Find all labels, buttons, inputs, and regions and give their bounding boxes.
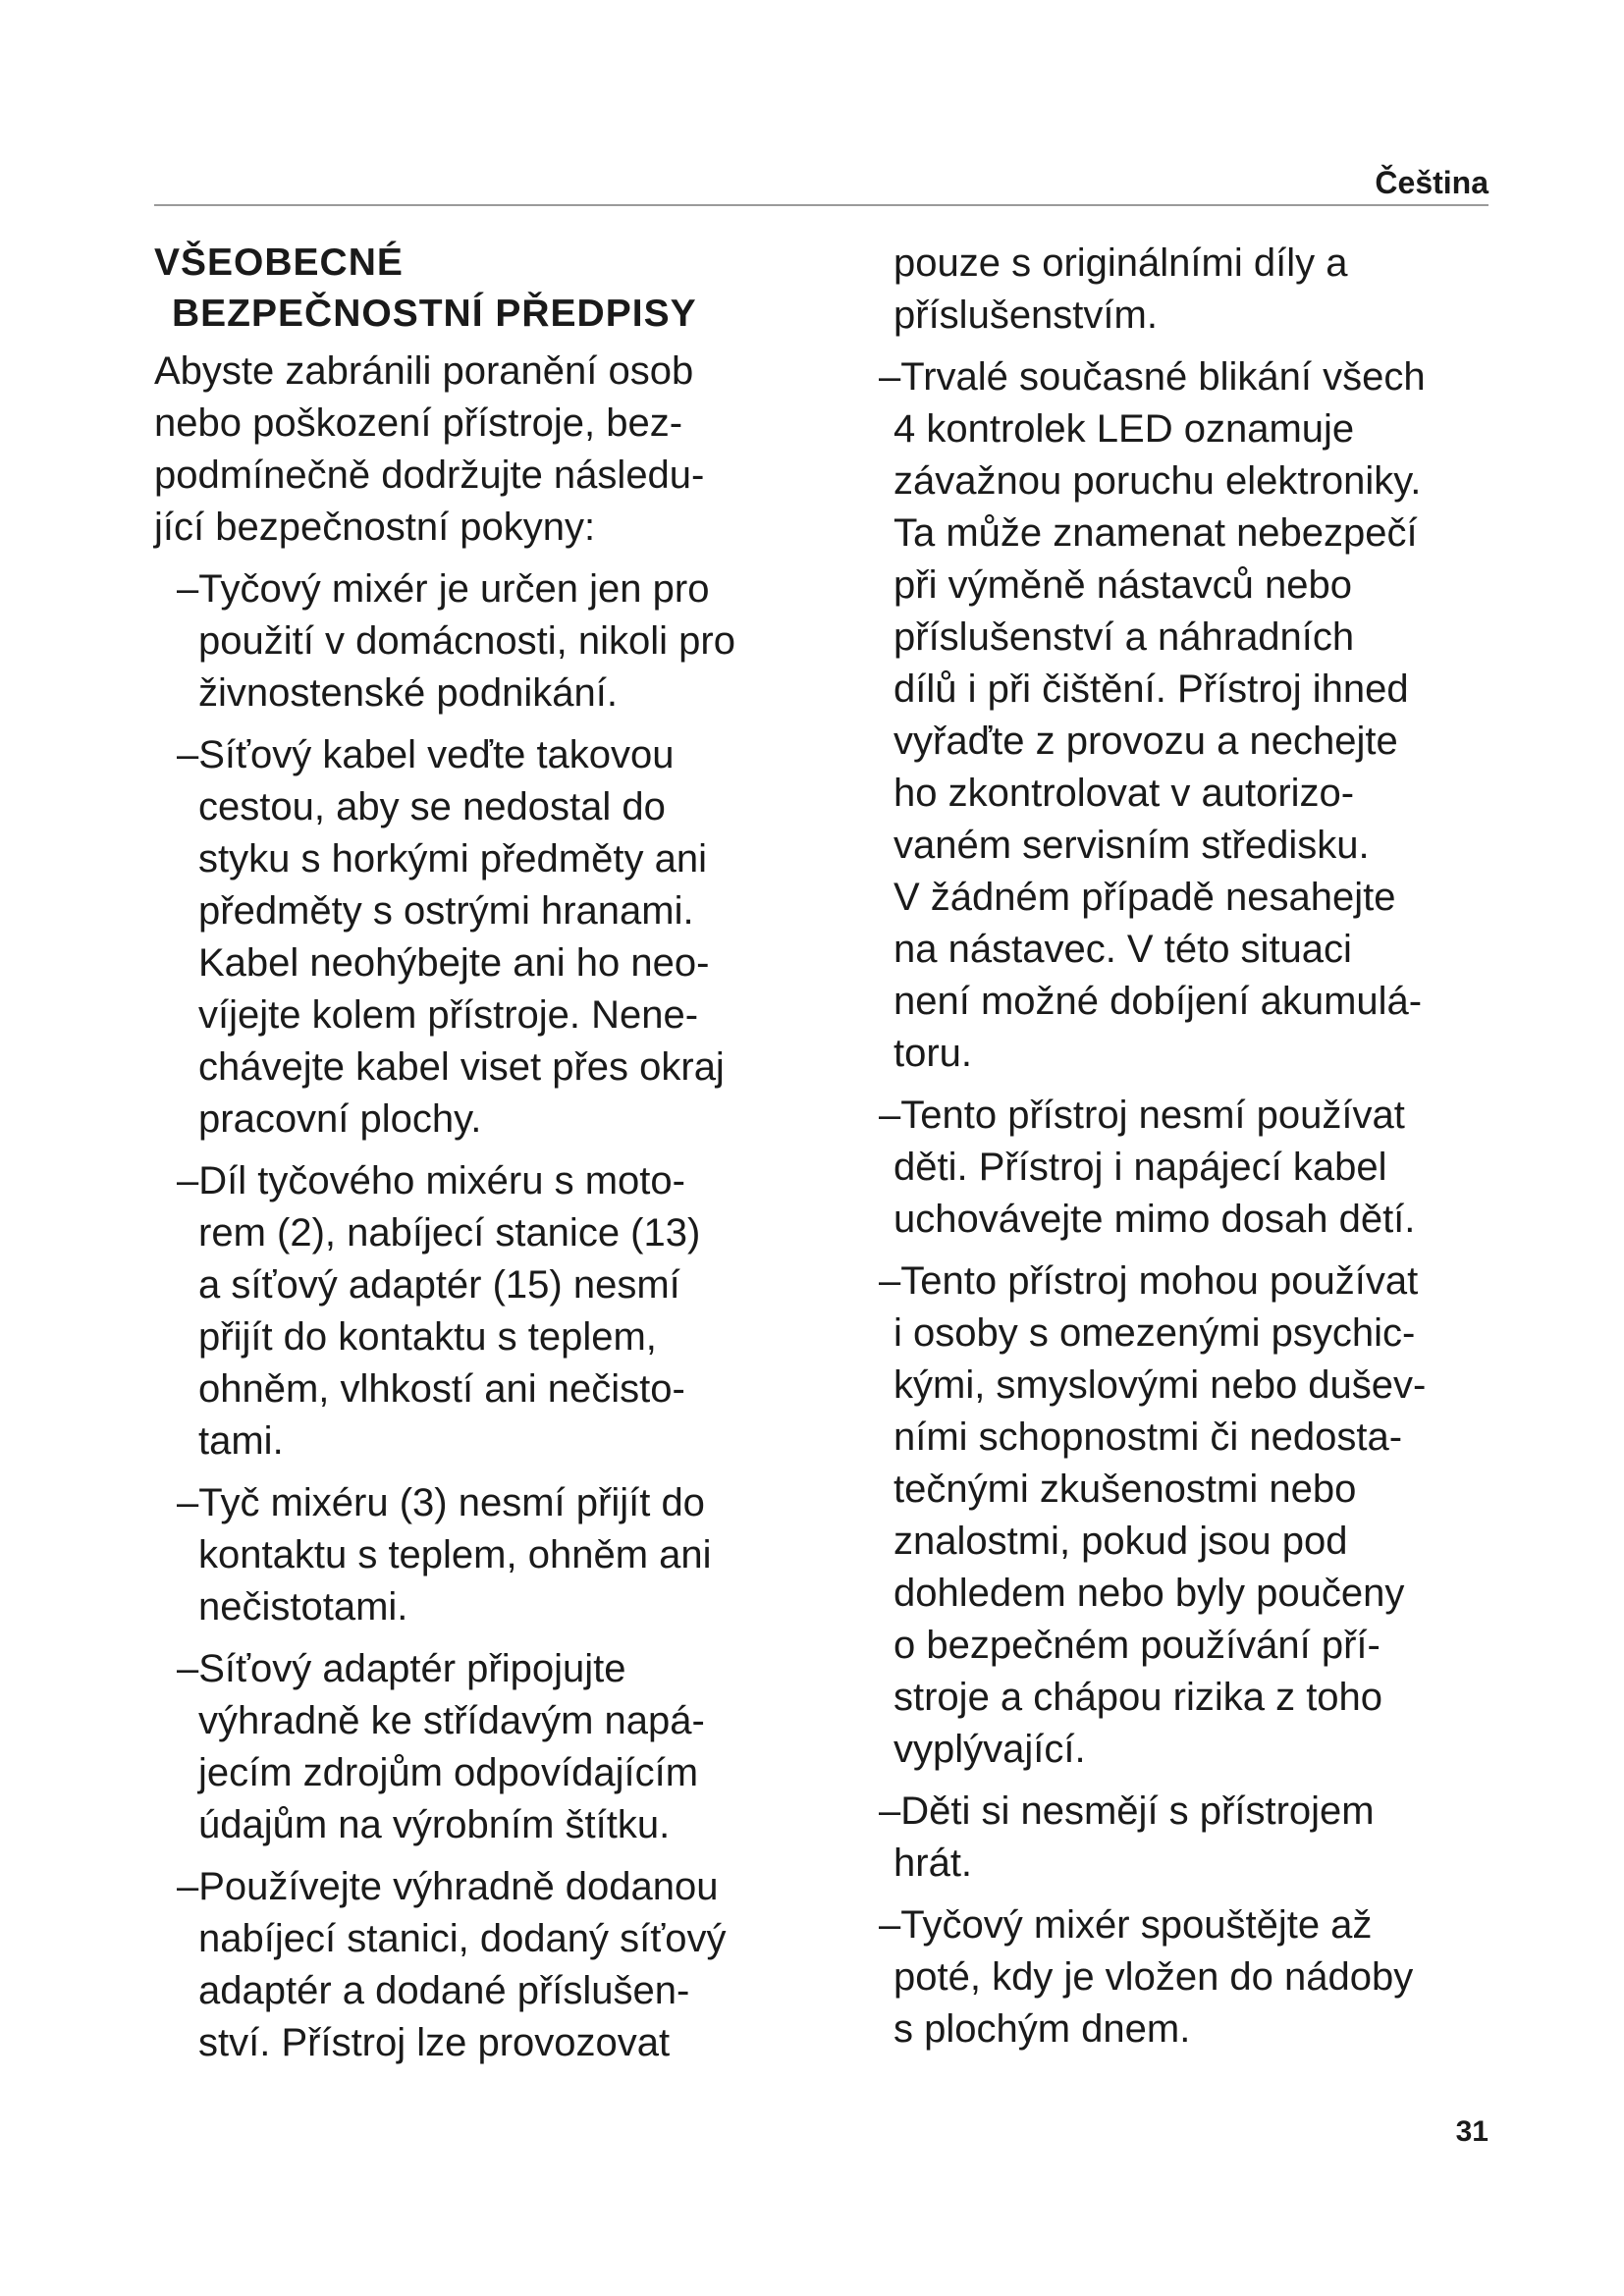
bullet-line: živnostenské podnikání.	[198, 671, 618, 715]
bullet-line: jecím zdrojům odpovídajícím	[198, 1751, 699, 1794]
bullet-line: ho zkontrolovat v autorizo-	[893, 772, 1355, 815]
intro-paragraph	[154, 346, 832, 554]
bullet-line: vaném servisním středisku.	[893, 824, 1370, 867]
bullet-line: není možné dobíjení akumulá-	[893, 980, 1423, 1023]
bullet-line: 4 kontrolek LED oznamuje	[893, 407, 1355, 451]
bullet-line: –Síťový kabel veďte takovou	[177, 733, 675, 776]
bullet-line: závažnou poruchu elektroniky.	[893, 459, 1422, 503]
bullet-line: dílů i při čištění. Přístroj ihned	[893, 667, 1409, 711]
continued-paragraph	[879, 238, 1507, 342]
safety-bullet	[154, 1643, 832, 1851]
bullet-line: víjejte kolem přístroje. Nene-	[198, 993, 699, 1037]
bullet-line: tečnými zkušenostmi nebo	[893, 1468, 1357, 1511]
left-column	[154, 238, 832, 2069]
bullet-line: –Používejte výhradně dodanou	[177, 1865, 719, 1908]
intro-line: podmínečně dodržujte následu-	[154, 454, 705, 497]
bullet-line: ními schopnostmi či nedosta-	[893, 1415, 1403, 1459]
bullet-line: poté, kdy je vložen do nádoby	[893, 1955, 1414, 1999]
bullet-line: znalostmi, pokud jsou pod	[893, 1520, 1348, 1563]
bullet-line: Kabel neohýbejte ani ho neo-	[198, 941, 710, 985]
bullet-line: i osoby s omezenými psychic-	[893, 1311, 1416, 1355]
safety-bullet	[154, 729, 832, 1146]
safety-bullet	[879, 351, 1507, 1080]
intro-line: jící bezpečnostní pokyny:	[154, 506, 596, 549]
continued-line: příslušenstvím.	[893, 294, 1158, 337]
bullet-line: na nástavec. V této situaci	[893, 928, 1352, 971]
safety-bullet	[154, 1155, 832, 1468]
bullet-line: výhradně ke střídavým napá-	[198, 1699, 705, 1742]
safety-bullet	[154, 563, 832, 720]
bullet-line: cestou, aby se nedostal do	[198, 785, 666, 828]
bullet-line: –Tento přístroj nesmí používat	[879, 1094, 1405, 1137]
bullet-line: nabíjecí stanici, dodaný síťový	[198, 1917, 727, 1960]
safety-bullet	[154, 1477, 832, 1633]
bullet-line: –Tyčový mixér je určen jen pro	[177, 567, 710, 611]
bullet-line: vyplývající.	[893, 1728, 1086, 1771]
bullet-line: –Tyč mixéru (3) nesmí přijít do	[177, 1481, 705, 1524]
bullet-line: –Děti si nesmějí s přístrojem	[879, 1789, 1375, 1833]
header-divider	[154, 204, 1489, 206]
bullet-line: nečistotami.	[198, 1585, 408, 1629]
bullet-line: toru.	[893, 1032, 973, 1075]
bullet-line: ství. Přístroj lze provozovat	[198, 2021, 671, 2064]
bullet-line: příslušenství a náhradních	[893, 615, 1355, 659]
bullet-line: předměty s ostrými hranami.	[198, 889, 694, 933]
bullet-line: uchovávejte mimo dosah dětí.	[893, 1198, 1416, 1241]
bullet-line: Ta může znamenat nebezpečí	[893, 511, 1418, 555]
bullet-line: –Tento přístroj mohou používat	[879, 1259, 1419, 1303]
bullet-line: a síťový adaptér (15) nesmí	[198, 1263, 680, 1307]
bullet-line: ohněm, vlhkostí ani nečisto-	[198, 1367, 685, 1411]
bullet-line: vyřaďte z provozu a nechejte	[893, 720, 1398, 763]
right-bullet-list	[879, 351, 1507, 2056]
bullet-line: při výměně nástavců nebo	[893, 563, 1352, 607]
safety-bullet	[879, 1899, 1507, 2056]
bullet-line: tami.	[198, 1419, 284, 1463]
bullet-line: děti. Přístroj i napájecí kabel	[893, 1146, 1387, 1189]
bullet-line: –Díl tyčového mixéru s moto-	[177, 1159, 685, 1202]
bullet-line: –Trvalé současné blikání všech	[879, 355, 1426, 399]
bullet-line: pracovní plochy.	[198, 1097, 482, 1141]
safety-bullet	[879, 1786, 1507, 1890]
intro-line: nebo poškození přístroje, bez-	[154, 401, 683, 445]
bullet-line: adaptér a dodané příslušen-	[198, 1969, 690, 2012]
safety-bullet	[879, 1255, 1507, 1776]
bullet-line: kontaktu s teplem, ohněm ani	[198, 1533, 712, 1576]
bullet-line: údajům na výrobním štítku.	[198, 1803, 671, 1846]
bullet-line: –Síťový adaptér připojujte	[177, 1647, 626, 1690]
bullet-line: stroje a chápou rizika z toho	[893, 1676, 1383, 1719]
safety-bullet	[154, 1861, 832, 2069]
left-bullet-list	[154, 563, 832, 2069]
bullet-line: –Tyčový mixér spouštějte až	[879, 1903, 1373, 1947]
bullet-line: rem (2), nabíjecí stanice (13)	[198, 1211, 701, 1255]
bullet-line: přijít do kontaktu s teplem,	[198, 1315, 657, 1359]
bullet-line: použití v domácnosti, nikoli pro	[198, 619, 735, 663]
bullet-line: kými, smyslovými nebo dušev-	[893, 1363, 1427, 1407]
bullet-line: dohledem nebo byly poučeny	[893, 1572, 1405, 1615]
section-title	[154, 238, 832, 340]
bullet-line: s plochým dnem.	[893, 2007, 1191, 2051]
section-title-line1: VŠEOBECNÉ	[154, 241, 404, 284]
intro-line: Abyste zabránili poranění osob	[154, 349, 694, 393]
bullet-line: chávejte kabel viset přes okraj	[198, 1045, 725, 1089]
bullet-line: hrát.	[893, 1842, 973, 1885]
continued-line: pouze s originálními díly a	[893, 241, 1348, 285]
header-language-label: Čeština	[1375, 165, 1489, 200]
section-title-line2: BEZPEČNOSTNÍ PŘEDPISY	[172, 293, 697, 335]
right-column	[879, 238, 1507, 2056]
bullet-line: V žádném případě nesahejte	[893, 876, 1396, 919]
bullet-line: styku s horkými předměty ani	[198, 837, 707, 881]
page-number: 31	[1455, 2115, 1489, 2148]
safety-bullet	[879, 1090, 1507, 1246]
bullet-line: o bezpečném používání pří-	[893, 1624, 1380, 1667]
